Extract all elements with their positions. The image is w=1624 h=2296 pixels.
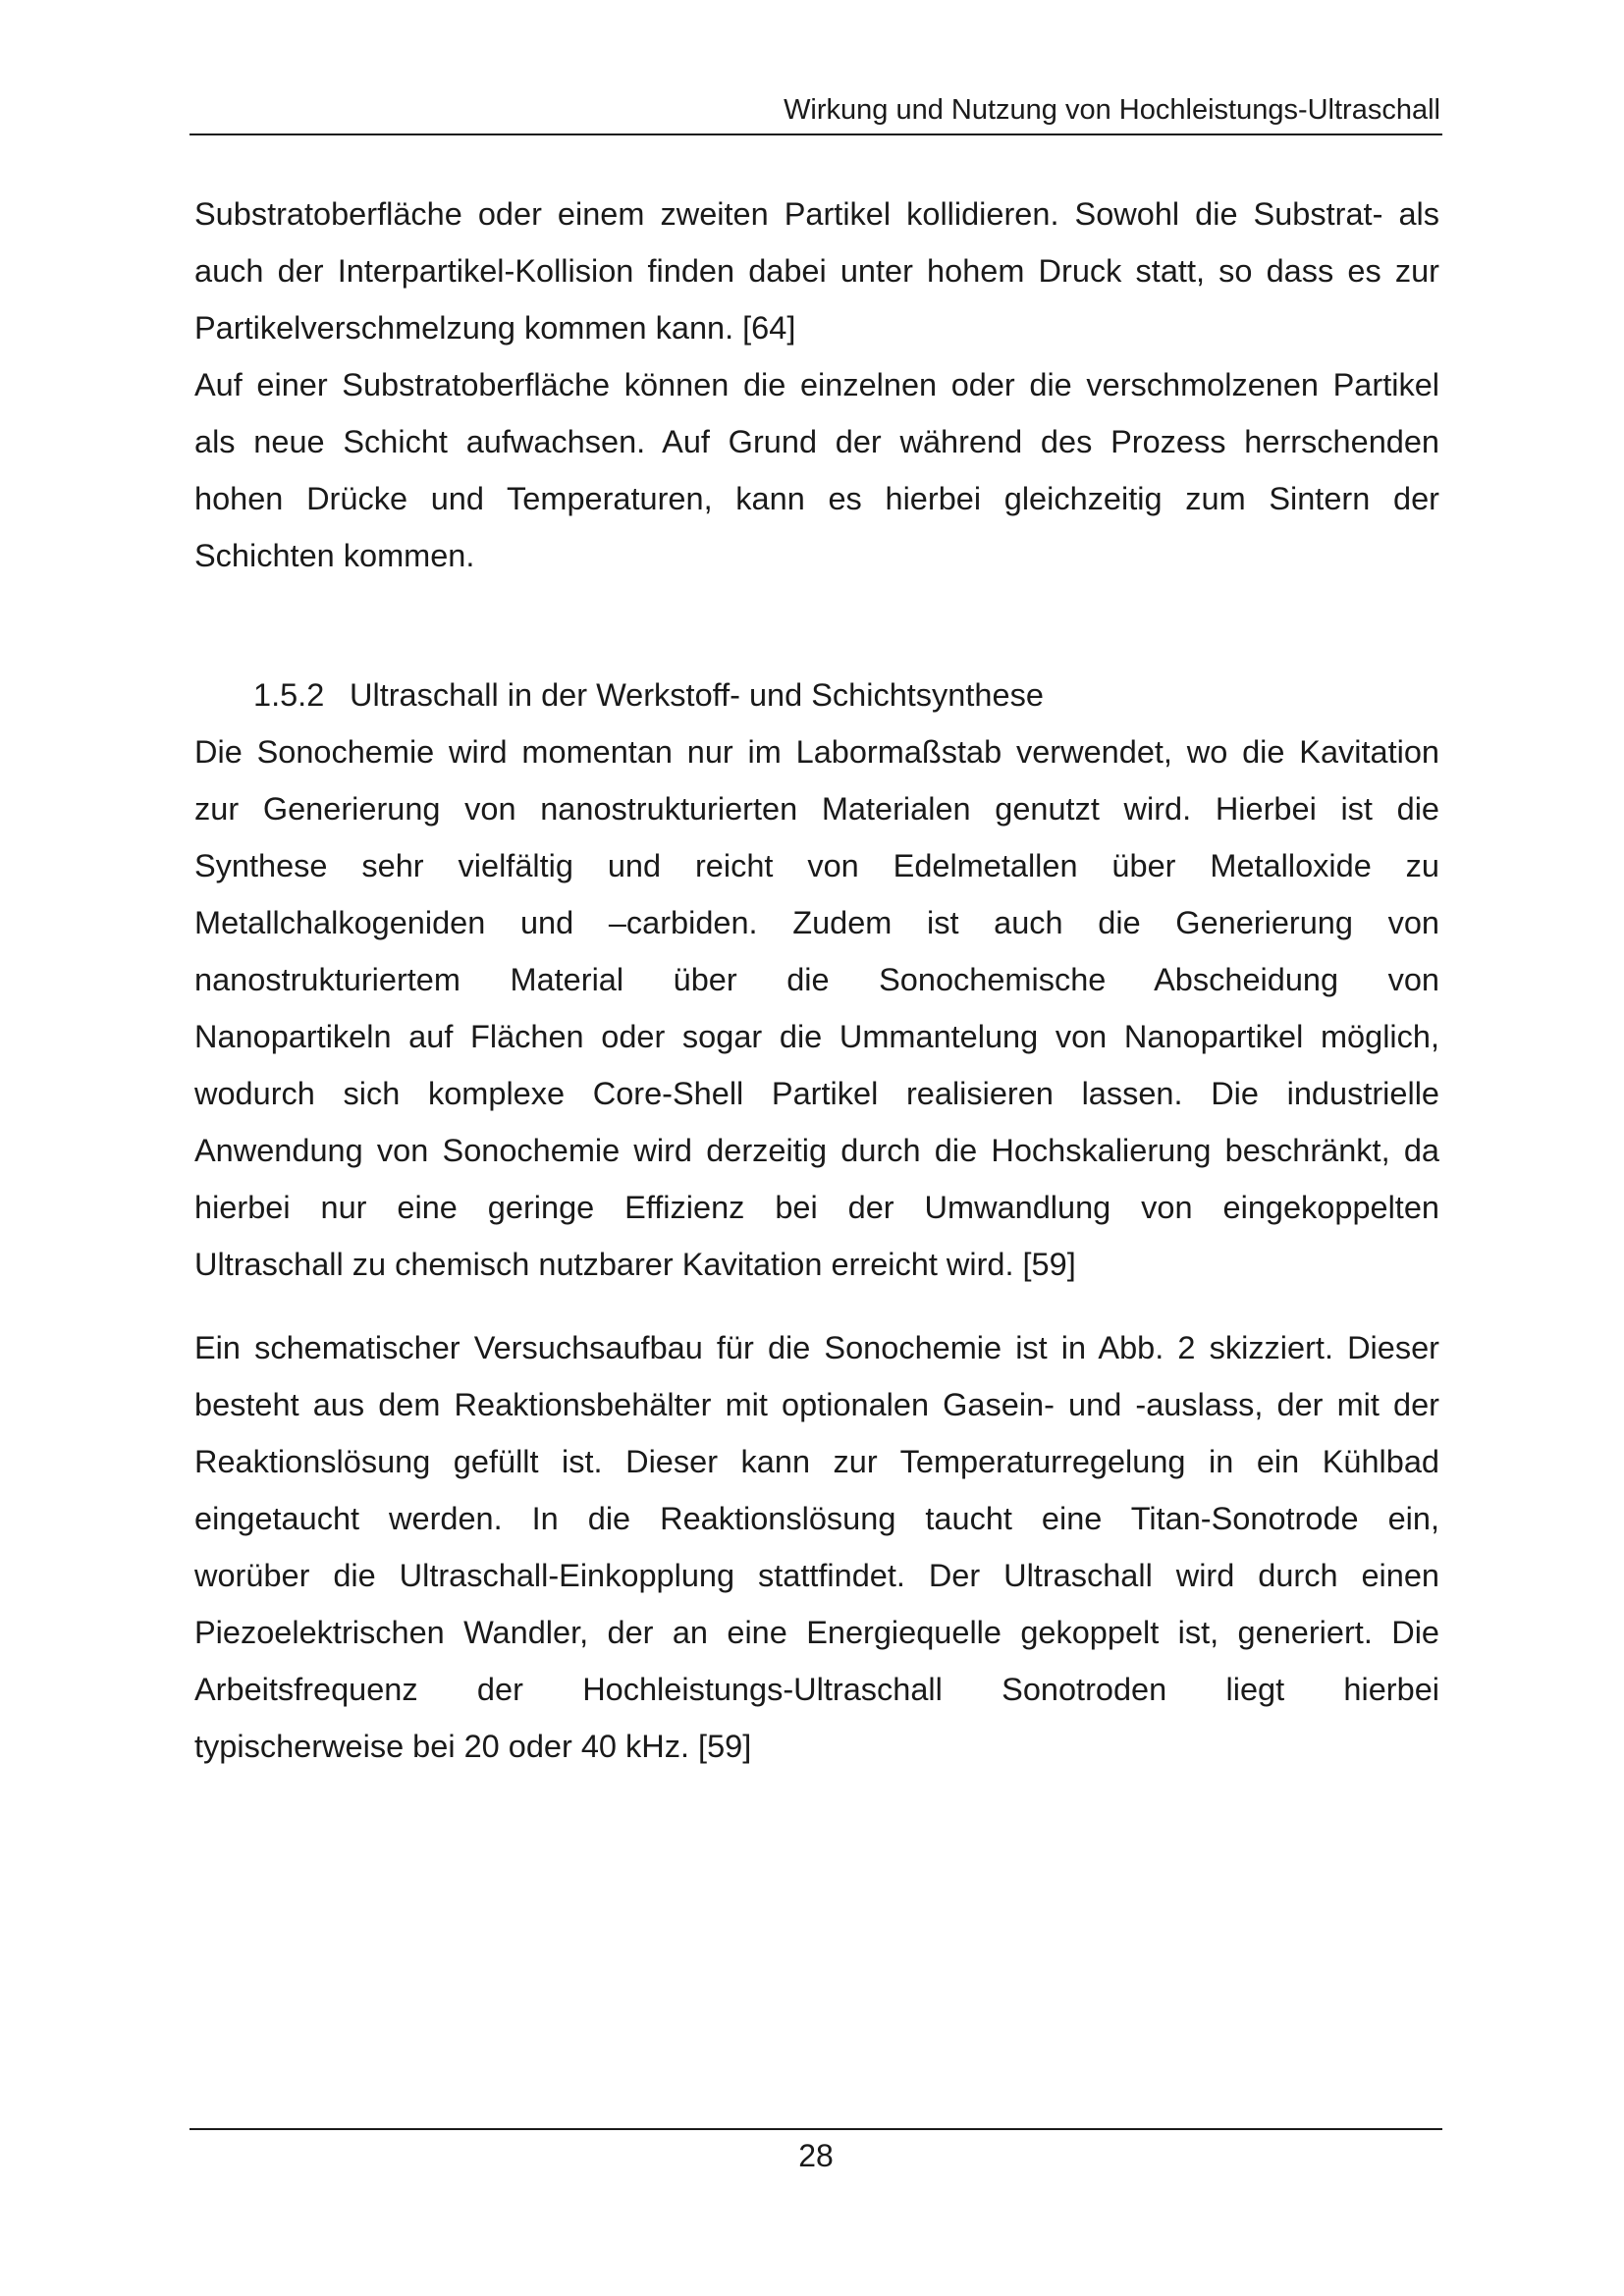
text-line: Reaktionslösung gefüllt ist. Dieser kann zur Temperaturregelung in ein Kühlbad xyxy=(194,1444,1439,1479)
text-line: Nanopartikeln auf Flächen oder sogar die Ummantelung von Nanopartikel möglich, xyxy=(194,1019,1439,1054)
text-line: typischerweise bei 20 oder 40 kHz. [59] xyxy=(194,1729,752,1764)
text-line: hierbei nur eine geringe Effizienz bei der Umwandlung von eingekoppelten xyxy=(194,1190,1439,1225)
text-line: Arbeitsfrequenz der Hochleistungs-Ultraschall Sonotroden liegt hierbei xyxy=(194,1672,1439,1707)
text-line: Ein schematischer Versuchsaufbau für die Sonochemie ist in Abb. 2 skizziert. Dieser xyxy=(194,1330,1439,1365)
text-line: Ultraschall zu chemisch nutzbarer Kavitation erreicht wird. [59] xyxy=(194,1247,1076,1282)
text-line: besteht aus dem Reaktionsbehälter mit optionalen Gasein- und -auslass, der mit der xyxy=(194,1387,1439,1422)
text-line: wodurch sich komplexe Core-Shell Partikel realisieren lassen. Die industrielle xyxy=(194,1076,1439,1111)
paragraph-collision xyxy=(194,186,1439,356)
section-heading xyxy=(253,667,1044,723)
text-line: Synthese sehr vielfältig und reicht von Edelmetallen über Metalloxide zu xyxy=(194,848,1439,883)
footer-divider xyxy=(189,2128,1442,2130)
text-line: Partikelverschmelzung kommen kann. [64] xyxy=(194,310,796,346)
paragraph-sonochemistry xyxy=(194,723,1439,1293)
text-line: worüber die Ultraschall-Einkopplung stattfindet. Der Ultraschall wird durch einen xyxy=(194,1558,1439,1593)
text-line: zur Generierung von nanostrukturierten Materialen genutzt wird. Hierbei ist die xyxy=(194,791,1439,827)
text-line: Piezoelektrischen Wandler, der an eine Energiequelle gekoppelt ist, generiert. Die xyxy=(194,1615,1439,1650)
text-line: als neue Schicht aufwachsen. Auf Grund der während des Prozess herrschenden xyxy=(194,424,1439,459)
running-header: Wirkung und Nutzung von Hochleistungs-Ultraschall xyxy=(784,94,1440,126)
text-line: hohen Drücke und Temperaturen, kann es hierbei gleichzeitig zum Sintern der xyxy=(194,481,1439,516)
text-line: auch der Interpartikel-Kollision finden dabei unter hohem Druck statt, so dass es zur xyxy=(194,253,1439,289)
paragraph-setup xyxy=(194,1319,1439,1775)
text-line: Die Sonochemie wird momentan nur im Labormaßstab verwendet, wo die Kavitation xyxy=(194,734,1439,770)
section-number: 1.5.2 xyxy=(253,677,325,713)
page-number: 28 xyxy=(798,2138,834,2173)
paragraph-layer-growth xyxy=(194,356,1439,584)
text-line: Metallchalkogeniden und –carbiden. Zudem ist auch die Generierung von xyxy=(194,905,1439,940)
section-title: Ultraschall in der Werkstoff- und Schichtsynthese xyxy=(350,677,1044,713)
text-line: Anwendung von Sonochemie wird derzeitig durch die Hochskalierung beschränkt, da xyxy=(194,1133,1439,1168)
text-line: Auf einer Substratoberfläche können die einzelnen oder die verschmolzenen Partikel xyxy=(194,367,1439,402)
text-line: Schichten kommen. xyxy=(194,538,475,573)
header-divider xyxy=(189,133,1442,135)
text-line: eingetaucht werden. In die Reaktionslösung taucht eine Titan-Sonotrode ein, xyxy=(194,1501,1439,1536)
text-line: nanostrukturiertem Material über die Sonochemische Abscheidung von xyxy=(194,962,1439,997)
text-line: Substratoberfläche oder einem zweiten Partikel kollidieren. Sowohl die Substrat- als xyxy=(194,196,1439,232)
